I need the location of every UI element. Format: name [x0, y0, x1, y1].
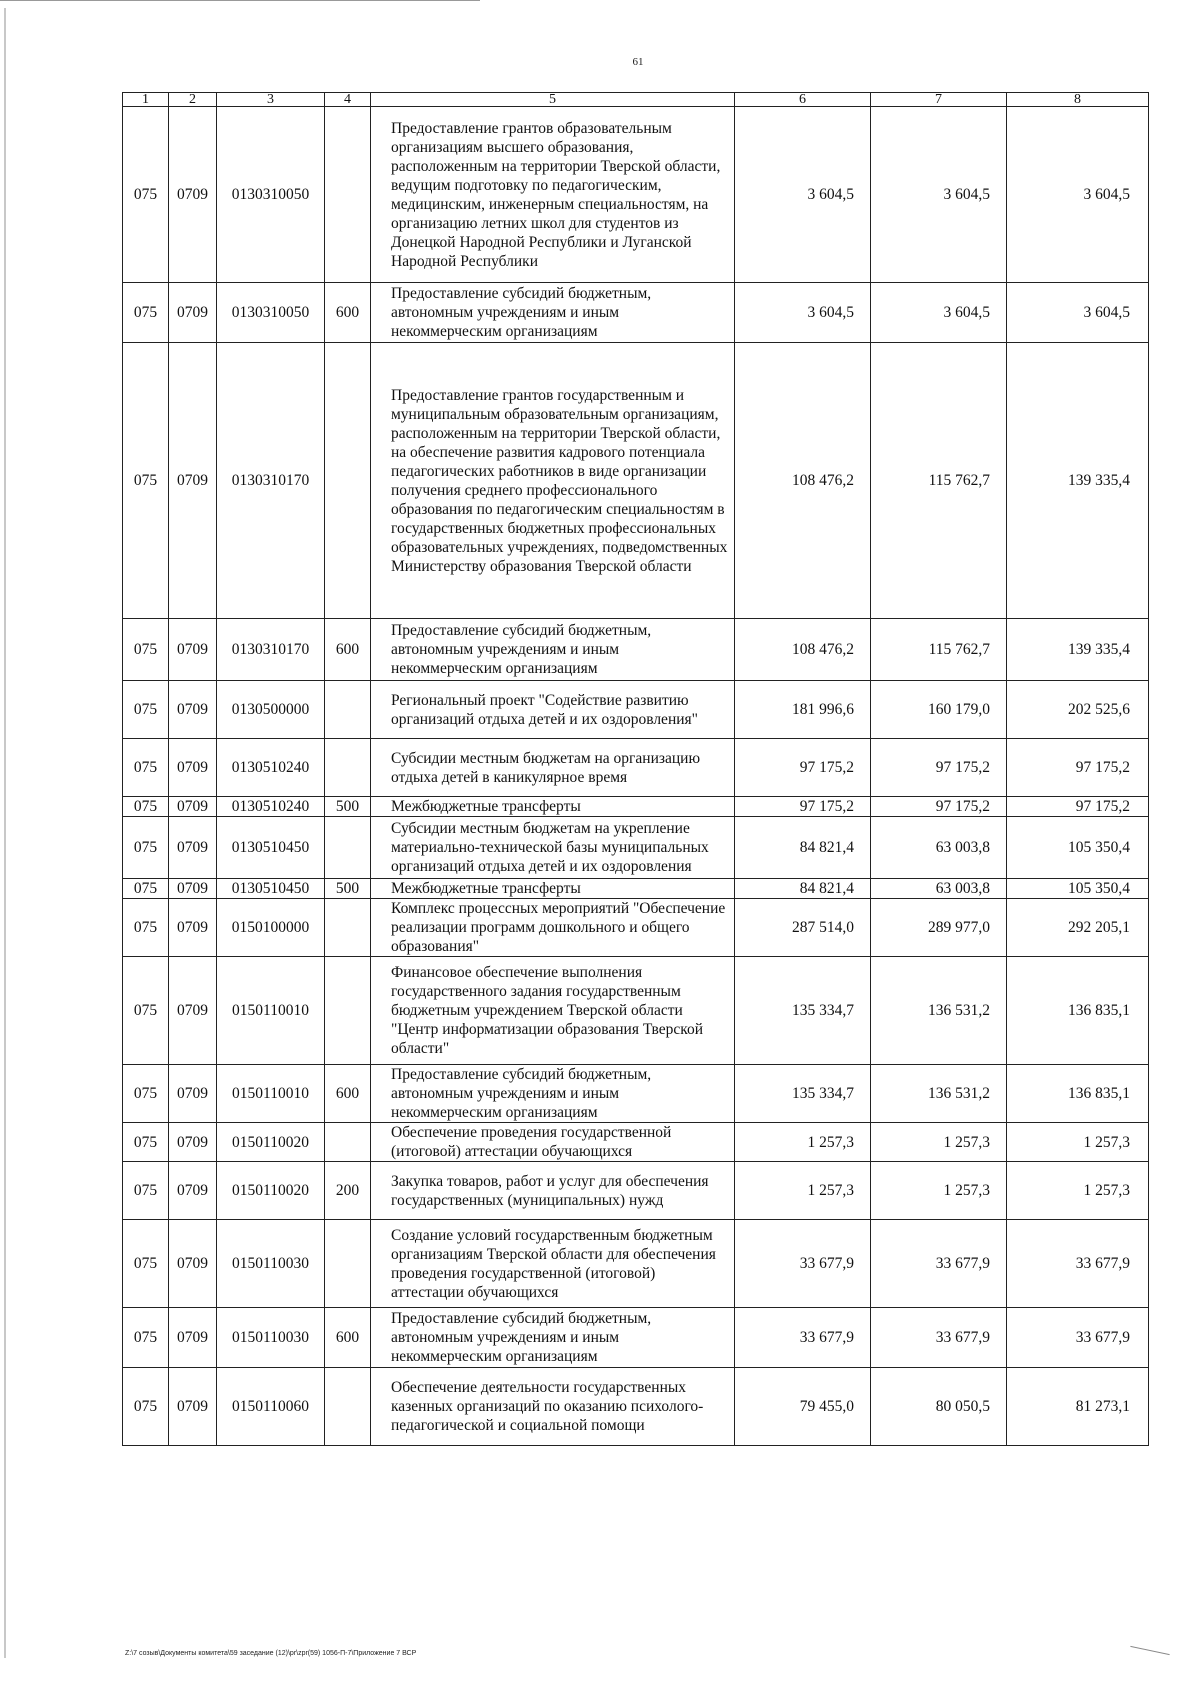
cell-expense-type: [325, 1123, 371, 1162]
cell-ministry-code: 075: [123, 619, 169, 681]
cell-description: Предоставление субсидий бюджетным, автономным учреждениям и иным некоммерческим организациям: [371, 619, 735, 681]
cell-amount-year-2: 289 977,0: [871, 899, 1007, 957]
cell-description: Закупка товаров, работ и услуг для обеспечения государственных (муниципальных) нужд: [371, 1162, 735, 1220]
cell-section-code: 0709: [169, 1368, 217, 1446]
cell-target-article: 0150110020: [217, 1123, 325, 1162]
cell-expense-type: [325, 957, 371, 1065]
cell-description: Финансовое обеспечение выполнения государственного задания государственным бюджетным учреждением Тверской области "Центр информатизации образования Тверской области": [371, 957, 735, 1065]
cell-expense-type: [325, 899, 371, 957]
cell-amount-year-1: 1 257,3: [735, 1162, 871, 1220]
cell-amount-year-3: 136 835,1: [1007, 957, 1149, 1065]
cell-amount-year-2: 136 531,2: [871, 957, 1007, 1065]
table-row: [123, 879, 1149, 899]
cell-amount-year-2: 97 175,2: [871, 739, 1007, 797]
footer-file-path: Z:\7 созыв\Документы комитета\59 заседание (12)\pr\zpr(59) 1056-П-7\Приложение 7 ВСР: [125, 1650, 417, 1657]
cell-ministry-code: 075: [123, 107, 169, 283]
cell-target-article: 0130310170: [217, 343, 325, 619]
cell-section-code: 0709: [169, 1162, 217, 1220]
cell-ministry-code: 075: [123, 1123, 169, 1162]
cell-ministry-code: 075: [123, 1308, 169, 1368]
cell-description: Предоставление субсидий бюджетным, автономным учреждениям и иным некоммерческим организациям: [371, 283, 735, 343]
cell-amount-year-2: 115 762,7: [871, 343, 1007, 619]
cell-section-code: 0709: [169, 343, 217, 619]
table-row: [123, 1220, 1149, 1308]
table-row: [123, 343, 1149, 619]
cell-amount-year-3: 1 257,3: [1007, 1162, 1149, 1220]
cell-ministry-code: 075: [123, 957, 169, 1065]
cell-description: Межбюджетные трансферты: [371, 797, 735, 817]
cell-ministry-code: 075: [123, 797, 169, 817]
cell-amount-year-3: 139 335,4: [1007, 619, 1149, 681]
cell-amount-year-2: 63 003,8: [871, 879, 1007, 899]
table-row: [123, 107, 1149, 283]
scan-top-line: [0, 0, 480, 1]
cell-amount-year-1: 3 604,5: [735, 283, 871, 343]
cell-amount-year-1: 1 257,3: [735, 1123, 871, 1162]
page-number: 61: [632, 56, 644, 68]
cell-amount-year-2: 115 762,7: [871, 619, 1007, 681]
cell-description: Обеспечение проведения государственной (итоговой) аттестации обучающихся: [371, 1123, 735, 1162]
cell-amount-year-3: 97 175,2: [1007, 739, 1149, 797]
cell-ministry-code: 075: [123, 1162, 169, 1220]
cell-ministry-code: 075: [123, 739, 169, 797]
cell-ministry-code: 075: [123, 343, 169, 619]
cell-amount-year-3: 97 175,2: [1007, 797, 1149, 817]
cell-expense-type: 600: [325, 283, 371, 343]
cell-description: Региональный проект "Содействие развитию организаций отдыха детей и их оздоровления": [371, 681, 735, 739]
cell-target-article: 0130500000: [217, 681, 325, 739]
cell-amount-year-2: 1 257,3: [871, 1162, 1007, 1220]
cell-section-code: 0709: [169, 817, 217, 879]
cell-expense-type: [325, 681, 371, 739]
cell-target-article: 0150110030: [217, 1308, 325, 1368]
cell-description: Комплекс процессных мероприятий "Обеспечение реализации программ дошкольного и общего образования": [371, 899, 735, 957]
table-row: [123, 1123, 1149, 1162]
cell-amount-year-3: 3 604,5: [1007, 283, 1149, 343]
cell-section-code: 0709: [169, 879, 217, 899]
table-row: [123, 1065, 1149, 1123]
cell-amount-year-3: 33 677,9: [1007, 1220, 1149, 1308]
cell-description: Межбюджетные трансферты: [371, 879, 735, 899]
cell-expense-type: 600: [325, 1308, 371, 1368]
cell-amount-year-1: 108 476,2: [735, 619, 871, 681]
cell-amount-year-1: 79 455,0: [735, 1368, 871, 1446]
cell-amount-year-1: 135 334,7: [735, 1065, 871, 1123]
cell-amount-year-1: 33 677,9: [735, 1308, 871, 1368]
cell-section-code: 0709: [169, 1065, 217, 1123]
column-number: 4: [325, 93, 371, 107]
cell-amount-year-1: 84 821,4: [735, 879, 871, 899]
cell-target-article: 0130510240: [217, 739, 325, 797]
cell-amount-year-3: 136 835,1: [1007, 1065, 1149, 1123]
table-row: [123, 957, 1149, 1065]
cell-expense-type: [325, 1220, 371, 1308]
cell-amount-year-3: 1 257,3: [1007, 1123, 1149, 1162]
cell-section-code: 0709: [169, 957, 217, 1065]
cell-target-article: 0150110030: [217, 1220, 325, 1308]
cell-expense-type: 500: [325, 797, 371, 817]
cell-target-article: 0130310050: [217, 107, 325, 283]
cell-amount-year-1: 181 996,6: [735, 681, 871, 739]
budget-table: [122, 92, 1149, 1446]
cell-expense-type: [325, 1368, 371, 1446]
cell-amount-year-3: 33 677,9: [1007, 1308, 1149, 1368]
cell-description: Предоставление субсидий бюджетным, автономным учреждениям и иным некоммерческим организациям: [371, 1308, 735, 1368]
cell-target-article: 0130310050: [217, 283, 325, 343]
cell-ministry-code: 075: [123, 817, 169, 879]
cell-amount-year-3: 105 350,4: [1007, 879, 1149, 899]
cell-description: Субсидии местным бюджетам на укрепление материально-технической базы муниципальных организаций отдыха детей и их оздоровления: [371, 817, 735, 879]
cell-amount-year-2: 136 531,2: [871, 1065, 1007, 1123]
column-number: 3: [217, 93, 325, 107]
cell-section-code: 0709: [169, 1123, 217, 1162]
cell-section-code: 0709: [169, 899, 217, 957]
cell-expense-type: [325, 817, 371, 879]
cell-section-code: 0709: [169, 681, 217, 739]
cell-description: Предоставление грантов государственным и муниципальным образовательным организациям, расположенным на территории Тверской области, на обеспечение развития кадрового потенциала педагогических работников в виде организации получения среднего профессионального образования по педагогическим специальностям в государственных бюджетных профессиональных образовательных учреждениях, подведомственных Министерству образования Тверской области: [371, 343, 735, 619]
cell-amount-year-1: 108 476,2: [735, 343, 871, 619]
cell-ministry-code: 075: [123, 899, 169, 957]
cell-target-article: 0130510450: [217, 879, 325, 899]
table-row: [123, 817, 1149, 879]
cell-expense-type: 200: [325, 1162, 371, 1220]
cell-target-article: 0130510240: [217, 797, 325, 817]
cell-target-article: 0150110060: [217, 1368, 325, 1446]
column-number: 8: [1007, 93, 1149, 107]
cell-ministry-code: 075: [123, 1368, 169, 1446]
cell-amount-year-1: 97 175,2: [735, 739, 871, 797]
cell-amount-year-2: 63 003,8: [871, 817, 1007, 879]
table-row: [123, 739, 1149, 797]
cell-amount-year-2: 160 179,0: [871, 681, 1007, 739]
cell-amount-year-3: 105 350,4: [1007, 817, 1149, 879]
cell-expense-type: 600: [325, 1065, 371, 1123]
cell-amount-year-2: 33 677,9: [871, 1220, 1007, 1308]
cell-description: Субсидии местным бюджетам на организацию отдыха детей в каникулярное время: [371, 739, 735, 797]
cell-target-article: 0130310170: [217, 619, 325, 681]
table-row: [123, 283, 1149, 343]
cell-expense-type: [325, 107, 371, 283]
cell-amount-year-1: 97 175,2: [735, 797, 871, 817]
cell-amount-year-1: 33 677,9: [735, 1220, 871, 1308]
cell-description: Предоставление субсидий бюджетным, автономным учреждениям и иным некоммерческим организациям: [371, 1065, 735, 1123]
scan-mark: [1130, 1646, 1169, 1655]
cell-amount-year-1: 84 821,4: [735, 817, 871, 879]
table-row: [123, 899, 1149, 957]
cell-amount-year-2: 3 604,5: [871, 107, 1007, 283]
table-body: [123, 93, 1149, 1446]
cell-expense-type: [325, 343, 371, 619]
cell-description: Обеспечение деятельности государственных казенных организаций по оказанию психолого-педагогической и социальной помощи: [371, 1368, 735, 1446]
column-number: 7: [871, 93, 1007, 107]
cell-amount-year-2: 1 257,3: [871, 1123, 1007, 1162]
column-number: 2: [169, 93, 217, 107]
cell-amount-year-2: 33 677,9: [871, 1308, 1007, 1368]
cell-ministry-code: 075: [123, 1065, 169, 1123]
cell-ministry-code: 075: [123, 1220, 169, 1308]
table-row: [123, 1162, 1149, 1220]
cell-amount-year-1: 135 334,7: [735, 957, 871, 1065]
cell-target-article: 0150110020: [217, 1162, 325, 1220]
cell-amount-year-2: 3 604,5: [871, 283, 1007, 343]
cell-section-code: 0709: [169, 107, 217, 283]
cell-section-code: 0709: [169, 1220, 217, 1308]
cell-description: Предоставление грантов образовательным организациям высшего образования, расположенным на территории Тверской области, ведущим подготовку по педагогическим, медицинским, инженерным специальностям, на организацию летних школ для студентов из Донецкой Народной Республики и Луганской Народной Республики: [371, 107, 735, 283]
cell-section-code: 0709: [169, 739, 217, 797]
cell-amount-year-3: 292 205,1: [1007, 899, 1149, 957]
table-row: [123, 619, 1149, 681]
cell-amount-year-3: 139 335,4: [1007, 343, 1149, 619]
column-number: 5: [371, 93, 735, 107]
cell-amount-year-2: 80 050,5: [871, 1368, 1007, 1446]
cell-section-code: 0709: [169, 797, 217, 817]
table-row: [123, 797, 1149, 817]
cell-ministry-code: 075: [123, 681, 169, 739]
column-number: 1: [123, 93, 169, 107]
cell-target-article: 0130510450: [217, 817, 325, 879]
column-number: 6: [735, 93, 871, 107]
cell-section-code: 0709: [169, 619, 217, 681]
cell-target-article: 0150110010: [217, 957, 325, 1065]
column-number-row: [123, 93, 1149, 107]
cell-section-code: 0709: [169, 1308, 217, 1368]
cell-amount-year-3: 81 273,1: [1007, 1368, 1149, 1446]
cell-target-article: 0150110010: [217, 1065, 325, 1123]
scan-left-edge: [4, 8, 6, 1658]
cell-amount-year-3: 202 525,6: [1007, 681, 1149, 739]
cell-expense-type: 500: [325, 879, 371, 899]
cell-ministry-code: 075: [123, 879, 169, 899]
cell-target-article: 0150100000: [217, 899, 325, 957]
cell-amount-year-2: 97 175,2: [871, 797, 1007, 817]
table-row: [123, 1368, 1149, 1446]
cell-section-code: 0709: [169, 283, 217, 343]
cell-expense-type: 600: [325, 619, 371, 681]
cell-amount-year-1: 3 604,5: [735, 107, 871, 283]
table-row: [123, 681, 1149, 739]
cell-expense-type: [325, 739, 371, 797]
cell-amount-year-1: 287 514,0: [735, 899, 871, 957]
table-row: [123, 1308, 1149, 1368]
cell-ministry-code: 075: [123, 283, 169, 343]
cell-description: Создание условий государственным бюджетным организациям Тверской области для обеспечения проведения государственной (итоговой) аттестации обучающихся: [371, 1220, 735, 1308]
cell-amount-year-3: 3 604,5: [1007, 107, 1149, 283]
